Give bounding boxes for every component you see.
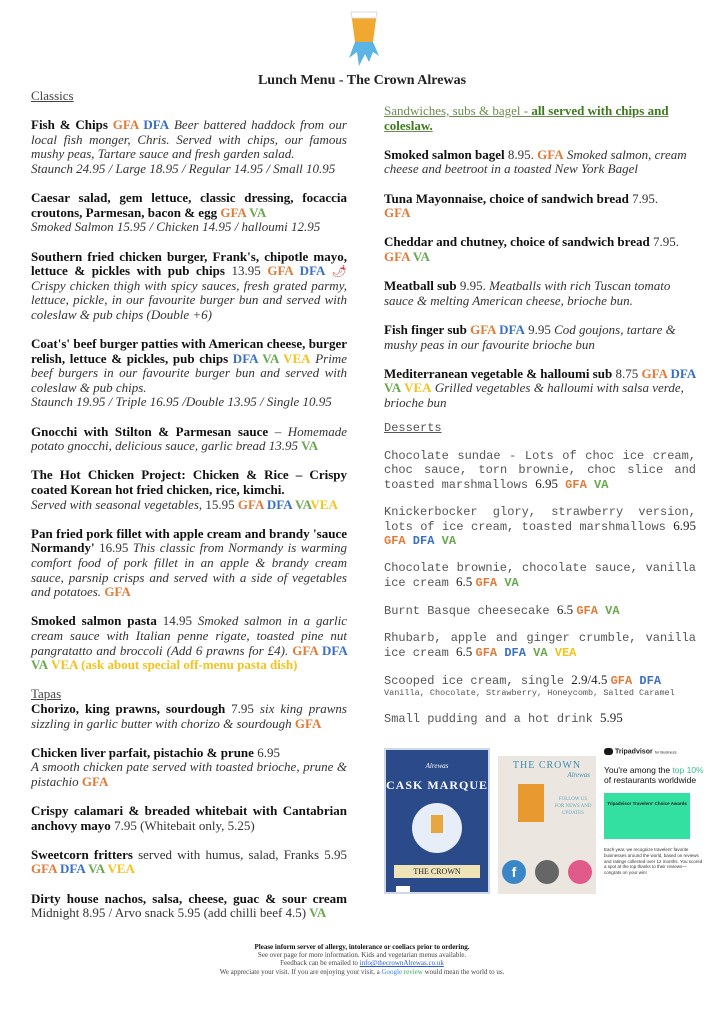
item-price: Midnight 8.95 / Arvo snack 5.95 (add chilli beef 4.5) xyxy=(31,905,307,921)
item-price: 9.95 xyxy=(524,321,551,337)
item-description: Beer battered haddock from our local fish monger, Chris. Served with chips, our famous mushy peas, Tartare sauce and fresh garden salad. xyxy=(31,117,347,162)
tripadvisor-award xyxy=(604,748,704,896)
item-name: Coat's' beef burger patties with American cheese, burger relish, lettuce & pickles, pub chips xyxy=(31,336,347,366)
menu-item xyxy=(31,250,347,323)
google-link[interactable]: Google xyxy=(381,967,403,976)
menu-item xyxy=(31,746,347,790)
headline-a: You're among the xyxy=(604,765,673,776)
menu-item xyxy=(31,118,347,176)
gfa-tag: GFA xyxy=(475,576,498,591)
gfa-tag: GFA xyxy=(384,205,411,221)
item-price: 6.5 xyxy=(556,602,577,618)
tripadvisor-brand: Tripadvisor xyxy=(614,748,653,756)
item-price: 5.95 xyxy=(600,710,623,726)
menu-item xyxy=(384,631,696,660)
item-price: 6.5 xyxy=(456,644,476,660)
headline-top: top 10% xyxy=(672,765,704,776)
sandwiches-list xyxy=(384,148,696,411)
gfa-tag: GFA xyxy=(557,478,587,493)
item-text: Knickerbocker glory, strawberry version, lots of ice cream, toasted marshmallows xyxy=(384,505,696,535)
item-text: Small pudding and a hot drink xyxy=(384,712,601,727)
item-name: Sweetcorn fritters xyxy=(31,846,133,862)
facebook-icon[interactable]: f xyxy=(502,860,526,884)
item-description: Meatballs with rich Tuscan tomato sauce & melting American cheese, brioche bun. xyxy=(384,278,671,308)
sandwich-heading-note: all served with chips and coleslaw. xyxy=(384,103,669,133)
review-line xyxy=(0,968,724,976)
section-heading-tapas: Tapas xyxy=(31,686,62,702)
section-heading-desserts: Desserts xyxy=(384,421,442,436)
va-tag: VA xyxy=(31,657,49,673)
item-price: 7.95. xyxy=(628,190,659,206)
item-name: Fish & Chips xyxy=(31,117,113,133)
va-tag: VA xyxy=(409,248,430,264)
item-name: Meatball sub xyxy=(384,278,457,294)
va-tag: VA xyxy=(384,380,402,396)
gfa-tag: GFA xyxy=(466,321,496,337)
gfa-tag: GFA xyxy=(101,584,131,600)
page-title: Lunch Menu - The Crown Alrewas xyxy=(257,73,467,88)
beer-glass-icon xyxy=(412,803,462,853)
menu-item xyxy=(31,337,347,410)
feedback-line xyxy=(0,959,724,967)
item-price: 14.95 xyxy=(156,613,193,629)
tripadvisor-body: Each year, we recognize travelers' favorite businesses around the world, based on reviews and ratings collected over 12 months. You scored a spot at the top thanks to their reviews—congrats on your win! xyxy=(604,847,703,875)
va-tag: VA xyxy=(298,438,319,454)
menu-item xyxy=(31,468,347,512)
desserts-list xyxy=(384,449,696,726)
menu-item xyxy=(384,235,696,264)
tripadvisor-sub: for Business xyxy=(654,749,677,755)
gfa-tag: GFA xyxy=(533,146,564,162)
vea-tag: VEA xyxy=(310,496,338,512)
beer-glass-icon xyxy=(518,784,544,822)
menu-item xyxy=(31,804,347,833)
dfa-tag: DFA xyxy=(56,861,86,877)
item-description: Cod goujons, tartare & mushy peas in our favourite brioche bun xyxy=(384,321,676,352)
item-description: six king prawns sizzling in garlic butter with chorizo & sourdough xyxy=(31,700,347,731)
section-heading-sandwiches xyxy=(384,104,696,133)
item-price: 6.5 xyxy=(456,574,476,590)
crown-beer-logo xyxy=(343,8,385,72)
item-price: , 15.95 xyxy=(198,496,238,512)
right-column xyxy=(384,104,696,739)
dfa-tag: DFA xyxy=(632,674,662,689)
gfa-tag: GFA xyxy=(291,715,322,731)
item-description: Grilled vegetables & halloumi with salsa verde, brioche bun xyxy=(384,380,684,410)
poster-follow: FOLLOW US FOR NEWS AND UPDATES xyxy=(554,797,592,816)
item-name: The Hot Chicken Project: Chicken & Rice – Crispy coated Korean hot fried chicken, rice, kimchi. xyxy=(31,467,347,498)
item-name: Cheddar and chutney, choice of sandwich bread xyxy=(384,234,650,250)
dfa-tag: DFA xyxy=(293,263,326,279)
item-price: 8.95. xyxy=(504,146,534,162)
sandwich-heading-text: Sandwiches, subs & bagel - xyxy=(384,103,532,118)
tapas-list xyxy=(31,702,347,921)
item-price: 7.95 (Whitebait only, 5.25) xyxy=(110,817,255,833)
info-notice: See over page for more information. Kids and vegetarian menus available. xyxy=(257,951,467,960)
va-tag: VA xyxy=(434,534,457,549)
item-name: Tuna Mayonnaise, choice of sandwich bread xyxy=(384,190,629,206)
item-description: Crispy chicken thigh with spicy sauces, fresh grated parmy, lettuce, pickle, in our favourite burger bun and served with coleslaw & pub chips (Double +6) xyxy=(31,277,347,322)
review-text: We appreciate your visit. If you are enjoying your visit, a xyxy=(219,967,382,976)
promo-images xyxy=(384,748,704,896)
gfa-tag: GFA xyxy=(576,604,598,619)
menu-item xyxy=(31,848,347,877)
item-price: 16.95 xyxy=(94,540,129,556)
item-name: Caesar salad, gem lettuce, classic dressing, focaccia croutons, Parmesan, bacon & egg xyxy=(31,190,347,220)
vea-tag: VEA xyxy=(278,350,311,366)
va-tag: VA xyxy=(85,861,105,877)
menu-item xyxy=(384,505,696,548)
gfa-tag: GFA xyxy=(31,861,57,877)
review-text-end: would mean the world to us. xyxy=(422,967,505,976)
item-price: 8.75 xyxy=(612,365,639,381)
travelers-choice-badge: Tripadvisor Travelers' Choice Awards xyxy=(604,793,690,839)
poster-title: THE CROWN xyxy=(512,760,582,771)
item-price: 6.95 xyxy=(535,476,558,492)
menu-item xyxy=(384,561,696,590)
item-description: Staunch 19.95 / Triple 16.95 /Double 13.95 / Single 10.95 xyxy=(31,394,332,410)
gfa-tag: GFA xyxy=(384,534,406,549)
item-description: Served with seasonal vegetables xyxy=(31,496,199,512)
item-name: Mediterranean vegetable & halloumi sub xyxy=(384,365,613,381)
va-tag: VA xyxy=(246,204,267,220)
cask-banner: THE CROWN xyxy=(394,865,480,878)
item-text: Burnt Basque cheesecake xyxy=(384,604,557,619)
menu-item xyxy=(384,603,696,618)
item-price: 7.95. xyxy=(649,234,679,250)
poster-script: Alrewas xyxy=(567,771,590,779)
dfa-tag: DFA xyxy=(228,350,258,366)
va-tag: VA xyxy=(597,604,620,619)
item-description: – Homemade potato gnocchi, delicious sauce, garlic bread 13.95 xyxy=(31,423,347,454)
item-text: Chocolate sundae - Lots of choc ice cream, choc sauce, torn brownie, choc slice and toasted marshmallows xyxy=(384,449,696,493)
menu-item xyxy=(384,148,696,177)
menu-item xyxy=(384,279,696,308)
item-description: Staunch 24.95 / Large 18.95 / Regular 14.95 / Small 10.95 xyxy=(31,160,336,176)
item-name: Chicken liver parfait, pistachio & prune xyxy=(31,744,254,760)
gfa-tag: GFA xyxy=(217,204,247,220)
crown-social-poster xyxy=(498,756,596,894)
gfa-tag: GFA xyxy=(112,117,139,133)
menu-item xyxy=(384,367,696,411)
gfa-tag: GFA xyxy=(384,248,410,264)
item-name: Smoked salmon pasta xyxy=(31,613,157,629)
item-name: Southern fried chicken burger, Frank's, chipotle mayo, lettuce & pickles with pub chips xyxy=(31,248,347,279)
gfa-tag: GFA xyxy=(288,642,318,658)
qr-code-icon xyxy=(535,860,559,884)
tripadvisor-headline xyxy=(604,765,704,785)
vea-tag: VEA (ask about special off-menu pasta dish) xyxy=(48,657,298,673)
instagram-icon[interactable] xyxy=(568,860,592,884)
gfa-tag: GFA xyxy=(638,365,668,381)
item-name: Chorizo, king prawns, sourdough xyxy=(31,700,226,716)
menu-item xyxy=(31,425,347,454)
headline-b: of restaurants worldwide xyxy=(604,775,697,786)
va-tag: VA xyxy=(257,350,279,366)
section-heading-classics: Classics xyxy=(31,88,74,103)
gfa-tag: GFA xyxy=(475,646,498,661)
menu-item xyxy=(31,191,347,235)
feedback-text: Feedback can be emailed to xyxy=(280,959,360,968)
cask-top: Alrewas xyxy=(425,762,449,770)
item-name: Pan fried pork fillet with apple cream and brandy 'sauce Normandy' xyxy=(31,525,347,556)
item-name: Smoked salmon bagel xyxy=(384,146,505,162)
menu-item xyxy=(384,323,696,352)
item-price: served with humus, salad, Franks 5.95 xyxy=(132,846,347,862)
item-description: Prime beef burgers in our favourite burger bun and served with coleslaw & pub chips. xyxy=(31,350,347,395)
gfa-tag: GFA xyxy=(78,773,109,789)
cask-marque-poster xyxy=(384,748,490,894)
email-link[interactable]: info@thecrownAlrewas.co.uk xyxy=(359,959,444,968)
menu-item xyxy=(31,702,347,731)
dfa-tag: DFA xyxy=(263,496,292,512)
dfa-tag: DFA xyxy=(495,321,525,337)
dfa-tag: DFA xyxy=(318,642,347,658)
va-tag: VA xyxy=(586,478,609,493)
item-description: This classic from Normandy is warming comfort food of pork fillet in an apple & brandy cream sauce, parsnip crisps and served with a side of vegetables and potatoes. xyxy=(31,540,348,600)
gfa-tag: GFA xyxy=(610,674,633,689)
item-text: Chocolate brownie, chocolate sauce, vanilla ice cream xyxy=(384,561,696,591)
left-column xyxy=(31,89,347,935)
dfa-tag: DFA xyxy=(138,117,170,133)
cask-main: CASK MARQUE xyxy=(386,778,489,792)
item-name: Fish finger sub xyxy=(384,321,467,337)
item-description: Smoked Salmon 15.95 / Chicken 14.95 / halloumi 12.95 xyxy=(31,219,321,235)
item-name: Dirty house nachos, salsa, cheese, guac & sour cream xyxy=(31,890,347,906)
vea-tag: VEA xyxy=(104,861,135,877)
vea-tag: VEA xyxy=(547,646,577,661)
footer xyxy=(0,943,724,976)
dfa-tag: DFA xyxy=(405,534,435,549)
gfa-tag: GFA xyxy=(237,496,264,512)
owl-icon xyxy=(604,748,613,755)
item-price: 7.95 xyxy=(225,700,254,716)
item-name: Crispy calamari & breaded whitebait with Cantabrian anchovy mayo xyxy=(31,803,347,833)
gfa-tag: GFA xyxy=(260,263,294,279)
tripadvisor-logo xyxy=(604,748,704,755)
va-tag: VA xyxy=(306,905,327,921)
item-price: 9.95. xyxy=(456,278,486,294)
item-price: 6.95 xyxy=(673,518,696,534)
va-tag: VA xyxy=(291,496,311,512)
item-text: Scooped ice cream, single xyxy=(384,674,572,689)
dfa-tag: DFA xyxy=(497,646,526,661)
classics-list xyxy=(31,118,347,673)
item-price: 6.95 xyxy=(253,744,280,760)
menu-item xyxy=(384,673,696,698)
menu-item xyxy=(31,892,347,921)
menu-item xyxy=(384,192,696,221)
menu-item xyxy=(384,711,696,726)
dfa-tag: DFA xyxy=(667,365,696,381)
menu-item xyxy=(31,614,347,672)
va-tag: VA xyxy=(525,646,548,661)
vea-tag: VEA xyxy=(401,380,432,396)
chili-icon: 🌶 xyxy=(325,264,347,279)
review-link[interactable]: review xyxy=(402,967,423,976)
item-flavours: Vanilla, Chocolate, Strawberry, Honeycomb, Salted Caramel xyxy=(384,688,675,699)
item-price: 2.9/4.5 xyxy=(571,672,611,688)
item-description: Smoked salmon, cream cheese and beetroot in a toasted New York Bagel xyxy=(384,146,687,177)
item-description: Smoked salmon in a garlic cream sauce with Italian penne rigate, toasted pine nut pangratatto and broccoli (Add 6 prawns for £4). xyxy=(31,613,348,658)
item-text: Rhubarb, apple and ginger crumble, vanilla ice cream xyxy=(384,631,696,661)
menu-item xyxy=(31,527,347,600)
menu-item xyxy=(384,449,696,492)
item-price: 13.95 xyxy=(224,263,261,279)
item-name: Gnocchi with Stilton & Parmesan sauce xyxy=(31,423,269,439)
va-tag: VA xyxy=(497,576,519,591)
allergy-notice: Please inform server of allergy, intolerance or coeliacs prior to ordering. xyxy=(254,943,470,951)
item-description: A smooth chicken pate served with toasted brioche, prune & pistachio xyxy=(31,759,347,789)
qr-code-icon xyxy=(396,886,410,894)
